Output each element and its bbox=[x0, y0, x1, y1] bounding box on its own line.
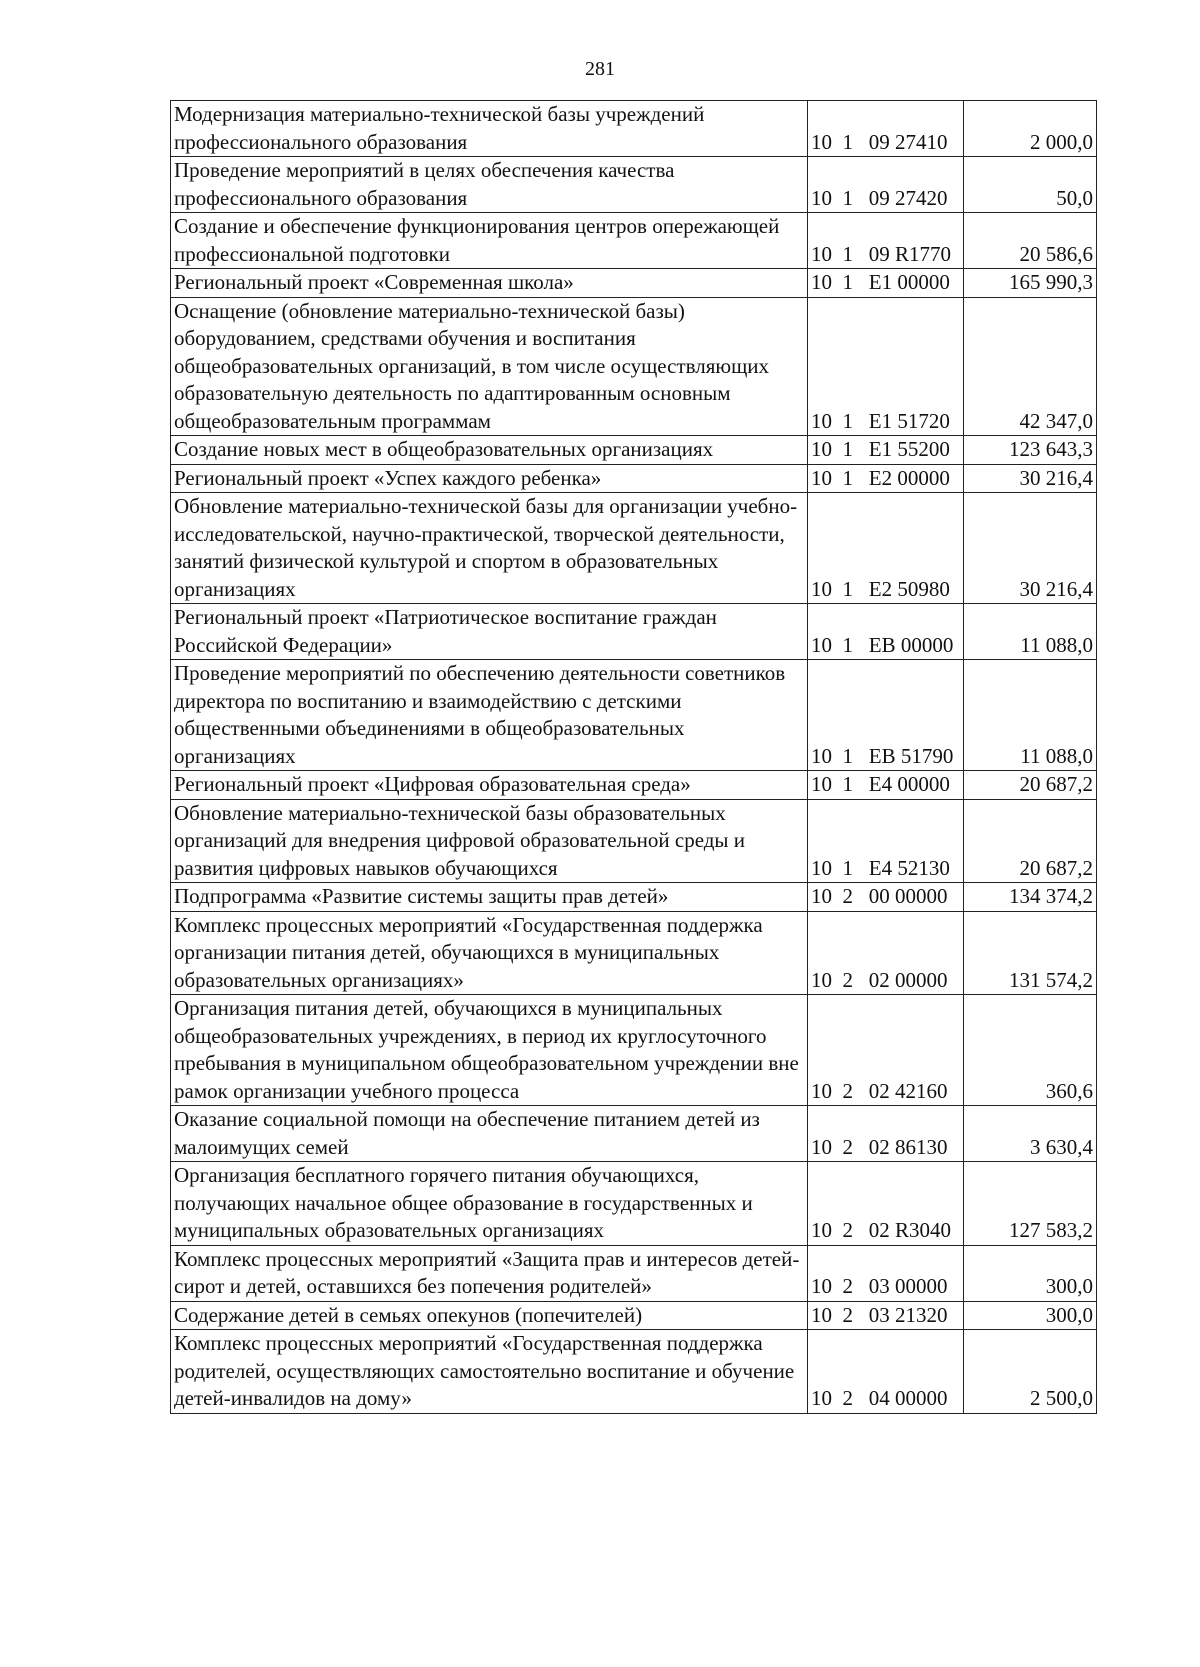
row-amount: 300,0 bbox=[964, 1301, 1097, 1330]
table-row bbox=[171, 771, 1097, 800]
row-amount: 127 583,2 bbox=[964, 1162, 1097, 1246]
row-name: Подпрограмма «Развитие системы защиты прав детей» bbox=[171, 883, 808, 912]
row-amount: 165 990,3 bbox=[964, 269, 1097, 298]
row-name: Организация питания детей, обучающихся в муниципальных общеобразовательных учреждениях, в период их круглосуточного пребывания в муниципальном общеобразовательном учреждении вне рамок организации учебного процесса bbox=[171, 995, 808, 1106]
table-row bbox=[171, 1245, 1097, 1301]
row-amount: 300,0 bbox=[964, 1245, 1097, 1301]
table-row bbox=[171, 269, 1097, 298]
row-code: 10 1 09 R1770 bbox=[808, 213, 964, 269]
budget-table bbox=[170, 100, 1097, 1414]
table-row bbox=[171, 157, 1097, 213]
row-code: 10 1 E1 55200 bbox=[808, 436, 964, 465]
table-row bbox=[171, 213, 1097, 269]
table-row bbox=[171, 660, 1097, 771]
table-row bbox=[171, 604, 1097, 660]
row-amount: 2 000,0 bbox=[964, 101, 1097, 157]
table-row bbox=[171, 464, 1097, 493]
row-name: Комплекс процессных мероприятий «Защита прав и интересов детей-сирот и детей, оставшихся без попечения родителей» bbox=[171, 1245, 808, 1301]
table-row bbox=[171, 493, 1097, 604]
row-code: 10 1 E2 00000 bbox=[808, 464, 964, 493]
table-row bbox=[171, 1301, 1097, 1330]
row-name: Региональный проект «Патриотическое воспитание граждан Российской Федерации» bbox=[171, 604, 808, 660]
row-name: Оказание социальной помощи на обеспечение питанием детей из малоимущих семей bbox=[171, 1106, 808, 1162]
row-name: Обновление материально-технической базы для организации учебно-исследовательской, научно-практической, творческой деятельности, занятий физической культурой и спортом в образовательных организациях bbox=[171, 493, 808, 604]
row-name: Проведение мероприятий по обеспечению деятельности советников директора по воспитанию и взаимодействию с детскими общественными объединениями в общеобразовательных организациях bbox=[171, 660, 808, 771]
row-amount: 30 216,4 bbox=[964, 464, 1097, 493]
row-amount: 50,0 bbox=[964, 157, 1097, 213]
row-code: 10 1 E1 00000 bbox=[808, 269, 964, 298]
row-amount: 11 088,0 bbox=[964, 604, 1097, 660]
row-code: 10 2 00 00000 bbox=[808, 883, 964, 912]
row-code: 10 1 EB 51790 bbox=[808, 660, 964, 771]
row-code: 10 1 E1 51720 bbox=[808, 297, 964, 436]
row-code: 10 2 03 00000 bbox=[808, 1245, 964, 1301]
row-code: 10 2 02 R3040 bbox=[808, 1162, 964, 1246]
table-row bbox=[171, 1162, 1097, 1246]
row-amount: 131 574,2 bbox=[964, 911, 1097, 995]
row-amount: 134 374,2 bbox=[964, 883, 1097, 912]
row-name: Организация бесплатного горячего питания обучающихся, получающих начальное общее образование в государственных и муниципальных образовательных организациях bbox=[171, 1162, 808, 1246]
table-row bbox=[171, 436, 1097, 465]
row-code: 10 1 E4 00000 bbox=[808, 771, 964, 800]
row-amount: 123 643,3 bbox=[964, 436, 1097, 465]
row-amount: 3 630,4 bbox=[964, 1106, 1097, 1162]
row-amount: 20 687,2 bbox=[964, 771, 1097, 800]
row-name: Обновление материально-технической базы образовательных организаций для внедрения цифровой образовательной среды и развития цифровых навыков обучающихся bbox=[171, 799, 808, 883]
row-code: 10 2 02 86130 bbox=[808, 1106, 964, 1162]
row-code: 10 1 EB 00000 bbox=[808, 604, 964, 660]
row-amount: 2 500,0 bbox=[964, 1330, 1097, 1414]
row-name: Комплекс процессных мероприятий «Государственная поддержка родителей, осуществляющих самостоятельно воспитание и обучение детей-инвалидов на дому» bbox=[171, 1330, 808, 1414]
row-name: Региональный проект «Современная школа» bbox=[171, 269, 808, 298]
row-name: Создание новых мест в общеобразовательных организациях bbox=[171, 436, 808, 465]
table-row bbox=[171, 995, 1097, 1106]
row-name: Модернизация материально-технической базы учреждений профессионального образования bbox=[171, 101, 808, 157]
row-name: Комплекс процессных мероприятий «Государственная поддержка организации питания детей, обучающихся в муниципальных образовательных организациях» bbox=[171, 911, 808, 995]
table-row bbox=[171, 1330, 1097, 1414]
row-amount: 30 216,4 bbox=[964, 493, 1097, 604]
row-code: 10 1 09 27410 bbox=[808, 101, 964, 157]
row-name: Проведение мероприятий в целях обеспечения качества профессионального образования bbox=[171, 157, 808, 213]
row-name: Оснащение (обновление материально-технической базы) оборудованием, средствами обучения и воспитания общеобразовательных организаций, в том числе осуществляющих образовательную деятельность по адаптированным основным общеобразовательным программам bbox=[171, 297, 808, 436]
table-row bbox=[171, 911, 1097, 995]
row-name: Содержание детей в семьях опекунов (попечителей) bbox=[171, 1301, 808, 1330]
row-code: 10 2 02 42160 bbox=[808, 995, 964, 1106]
table-row bbox=[171, 799, 1097, 883]
table-row bbox=[171, 883, 1097, 912]
row-code: 10 1 E4 52130 bbox=[808, 799, 964, 883]
row-amount: 11 088,0 bbox=[964, 660, 1097, 771]
row-amount: 20 586,6 bbox=[964, 213, 1097, 269]
table-row bbox=[171, 297, 1097, 436]
row-amount: 360,6 bbox=[964, 995, 1097, 1106]
row-name: Региональный проект «Цифровая образовательная среда» bbox=[171, 771, 808, 800]
row-name: Региональный проект «Успех каждого ребенка» bbox=[171, 464, 808, 493]
row-code: 10 1 09 27420 bbox=[808, 157, 964, 213]
page-number: 281 bbox=[585, 58, 615, 80]
row-amount: 20 687,2 bbox=[964, 799, 1097, 883]
row-code: 10 2 02 00000 bbox=[808, 911, 964, 995]
row-code: 10 1 E2 50980 bbox=[808, 493, 964, 604]
table-row bbox=[171, 1106, 1097, 1162]
row-code: 10 2 03 21320 bbox=[808, 1301, 964, 1330]
row-amount: 42 347,0 bbox=[964, 297, 1097, 436]
table-row bbox=[171, 101, 1097, 157]
row-name: Создание и обеспечение функционирования центров опережающей профессиональной подготовки bbox=[171, 213, 808, 269]
row-code: 10 2 04 00000 bbox=[808, 1330, 964, 1414]
